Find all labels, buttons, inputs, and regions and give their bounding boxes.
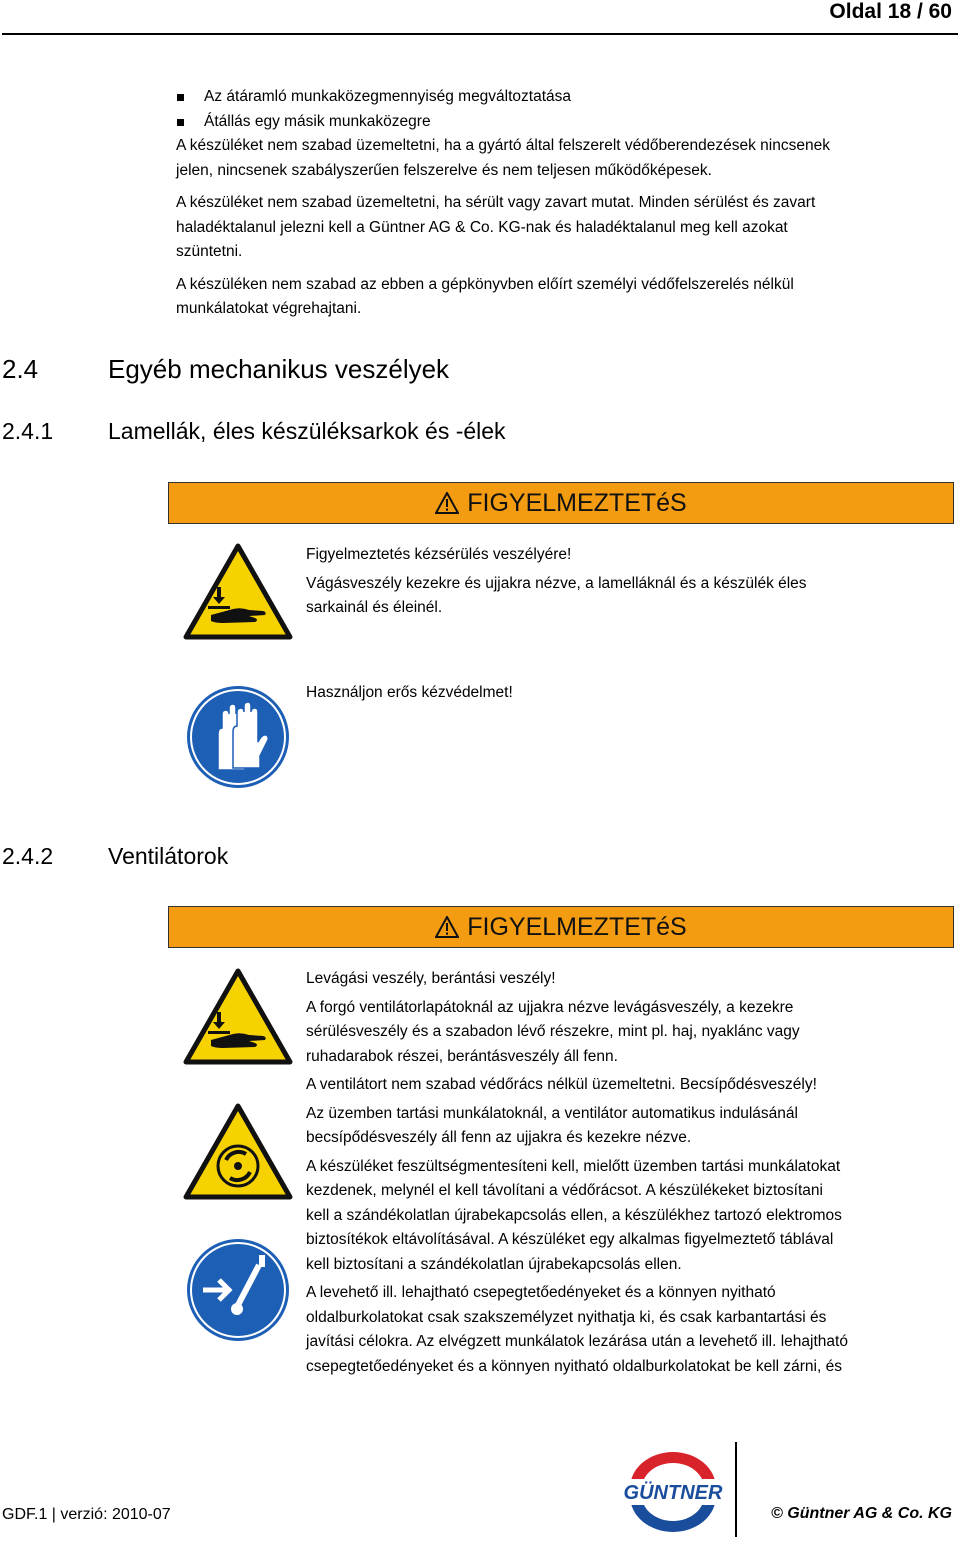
section-heading-2-4 [2, 354, 449, 385]
text-line: kell a szándékolatlan újrabekapcsolás ellen, a készülékhez tartozó elektromos [306, 1206, 842, 1224]
text-line: ruhadarabok részei, berántásveszély áll fenn. [306, 1047, 618, 1065]
header-rule [2, 33, 958, 35]
text-line: Az üzemben tartási munkálatoknál, a ventilátor automatikus indulásánál [306, 1104, 798, 1122]
text-line: becsípődésveszély áll fenn az ujjakra és kezekre nézve. [306, 1129, 692, 1146]
section-title: Lamellák, éles készüléksarkok és -élek [108, 418, 506, 444]
warning-text [306, 543, 936, 625]
section-number: 2.4.1 [2, 418, 54, 444]
bullet-item: Átállás egy másik munkaközegre [176, 110, 936, 135]
intro-block [176, 85, 936, 330]
text-line: Használjon erős kézvédelmet! [306, 684, 513, 701]
hand-crush-icon [183, 968, 293, 1070]
text-line: csepegtetőedényeket és a könnyen nyitható oldalburkolatokat be kell zárni, és [306, 1357, 842, 1375]
hand-crush-icon [183, 543, 293, 645]
page-number: Oldal 18 / 60 [829, 0, 952, 23]
text-line: sarkainál és éleinél. [306, 599, 443, 616]
text-line: sérülésveszély és a szabadon lévő részekre, mint pl. haj, nyaklánc vagy [306, 1023, 800, 1040]
warning-banner [168, 906, 954, 948]
footer-divider [735, 1442, 737, 1537]
text-line: A ventilátort nem szabad védőrács nélkül üzemeltetni. Becsípődésveszély! [306, 1076, 817, 1093]
text-line: A készüléket feszültségmentesíteni kell, mielőtt üzemben tartási munkálatokat [306, 1157, 841, 1175]
logo-text: GÜNTNER [623, 1482, 723, 1504]
section-title: Ventilátorok [108, 843, 229, 869]
text-line: oldalburkolatokat csak szakszemélyzet nyithatja ki, és csak karbantartási és [306, 1308, 827, 1326]
warning-text [306, 967, 936, 1379]
text-line: Levágási veszély, berántási veszély! [306, 970, 556, 987]
text-line: javítási célokra. Az elvégzett munkálatok lezárása után a levehető ill. lehajtható [306, 1333, 848, 1350]
warning-triangle-icon [435, 916, 459, 938]
guntner-logo [618, 1448, 728, 1541]
warning-banner [168, 482, 954, 524]
section-number: 2.4 [2, 354, 39, 384]
warning-label: FIGYELMEZTETéS [467, 488, 687, 517]
rotating-fan-icon [183, 1103, 293, 1205]
intro-paragraph [176, 273, 936, 322]
text-line: A forgó ventilátorlapátoknál az ujjakra nézve levágásveszély, a kezekre [306, 998, 794, 1016]
warning-label: FIGYELMEZTETéS [467, 912, 687, 941]
text-line: Vágásveszély kezekre és ujjakra nézve, a lamelláknál és a készülék éles [306, 574, 807, 592]
disconnect-power-icon [185, 1237, 291, 1348]
intro-paragraph [176, 134, 936, 183]
text-line: jelen, nincsenek szabályszerűen felszerelve és nem teljesen működőképesek. [176, 161, 712, 179]
protective-gloves-icon [185, 684, 291, 795]
text-line: Figyelmeztetés kézsérülés veszélyére! [306, 546, 572, 563]
intro-paragraph [176, 191, 936, 265]
instruction-text [306, 681, 936, 710]
text-line: A készüléken nem szabad az ebben a gépkönyvben előírt személyi védőfelszerelés nélkül [176, 275, 794, 293]
text-line: munkálatokat végrehajtani. [176, 300, 362, 317]
section-heading-2-4-1 [2, 418, 506, 445]
section-number: 2.4.2 [2, 843, 54, 869]
section-title: Egyéb mechanikus veszélyek [108, 354, 450, 384]
text-line: szüntetni. [176, 243, 243, 260]
text-line: kezdenek, melynél el kell távolítani a védőrácsot. A készülékeket biztosítani [306, 1182, 823, 1199]
warning-triangle-icon [435, 492, 459, 514]
text-line: A készüléket nem szabad üzemeltetni, ha sérült vagy zavart mutat. Minden sérülést és zavart [176, 194, 816, 211]
bullet-item: Az átáramló munkaközegmennyiség megváltoztatása [176, 85, 936, 110]
text-line: kell biztosítani a szándékolatlan újrabekapcsolás ellen. [306, 1255, 682, 1273]
footer-copyright: © Güntner AG & Co. KG [771, 1505, 952, 1522]
text-line: biztosítékok eltávolításával. A készüléket egy alkalmas figyelmeztető táblával [306, 1231, 834, 1248]
section-heading-2-4-2 [2, 843, 228, 870]
text-line: A levehető ill. lehajtható csepegtetőedényeket és a könnyen nyitható [306, 1284, 776, 1301]
footer-version: GDF.1 | verzió: 2010-07 [2, 1506, 171, 1523]
text-line: haladéktalanul jelezni kell a Güntner AG & Co. KG-nak és haladéktalanul meg kell azokat [176, 218, 788, 236]
text-line: A készüléket nem szabad üzemeltetni, ha a gyártó által felszerelt védőberendezések nincsenek [176, 137, 830, 154]
